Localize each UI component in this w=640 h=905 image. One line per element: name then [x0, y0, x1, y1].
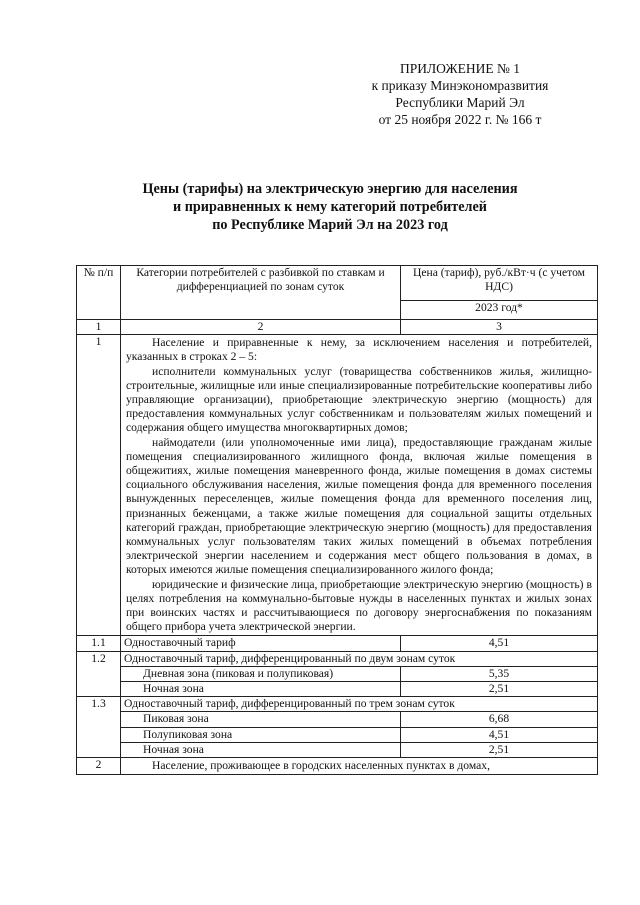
- appendix-date-line: от 25 ноября 2022 г. № 166 т: [378, 112, 542, 127]
- description-paragraph: наймодатели (или уполномоченные ими лица), предоставляющие гражданам жилые помещения специализированного жилищного фонда, включая жилые помещения в общежитиях, жилые помещения маневренного фонда, жилые помещения в домах системы социального обслуживания населения, жилые помещения фонда для временного поселения вынужденных переселенцев, жилые помещения фонда для временного поселения лиц, признанных беженцами, а также жилые помещения для социальной защиты отдельных категорий граждан, приобретающие электрическую энергию (мощность) для предоставления коммунальных услуг пользователям таких жилых помещений в объемах потребления электрической энергии населением и содержания мест общего пользования в домах, в которых имеются жилые помещения специализированного жилого фонда;: [126, 435, 592, 577]
- table-row: [77, 697, 598, 712]
- description-paragraph: исполнители коммунальных услуг (товарищества собственников жилья, жилищно-строительные, жилищные или иные специализированные потребительские кооперативы либо управляющие организации), приобретающие электрическую энергию (мощность) для предоставления коммунальных услуг собственникам и пользователям жилых помещений и содержания общего имущества многоквартирных домов;: [126, 364, 592, 435]
- table-row: [77, 682, 598, 697]
- tariff-table: [76, 265, 598, 775]
- zone-label: Дневная зона (пиковая и полупиковая): [121, 666, 401, 681]
- zone-value: 2,51: [401, 682, 598, 697]
- zone-label: Полупиковая зона: [121, 727, 401, 742]
- description-paragraph: юридические и физические лица, приобретающие электрическую энергию (мощность) в целях потребления на коммунально-бытовые нужды в населенных пунктах и жилых зонах при воинских частях и рассчитывающиеся по договору энергоснабжения по показаниям общего прибора учета электрической энергии.: [126, 577, 592, 634]
- table-row: [77, 727, 598, 742]
- table-row: [77, 742, 598, 757]
- zone-value: 2,51: [401, 742, 598, 757]
- row-description: [121, 335, 598, 636]
- row-label: Одноставочный тариф: [121, 636, 401, 651]
- title-line-2: и приравненных к нему категорий потребителей: [173, 199, 487, 215]
- row-label: Одноставочный тариф, дифференцированный по трем зонам суток: [121, 697, 598, 712]
- colnum-2: 2: [121, 320, 401, 335]
- zone-label: Пиковая зона: [121, 712, 401, 727]
- header-year: 2023 год*: [401, 301, 598, 320]
- header-category: Категории потребителей с разбивкой по ставкам и дифференциацией по зонам суток: [121, 266, 401, 320]
- description-paragraph: Население, проживающее в городских населенных пунктах в домах,: [152, 759, 490, 773]
- appendix-block: [340, 60, 580, 128]
- appendix-title: ПРИЛОЖЕНИЕ № 1: [399, 61, 521, 76]
- column-number-row: [77, 320, 598, 335]
- header-price: Цена (тариф), руб./кВт·ч (с учетом НДС): [401, 266, 598, 301]
- zone-label: Ночная зона: [121, 682, 401, 697]
- header-num: № п/п: [77, 266, 121, 320]
- table-row: [77, 636, 598, 651]
- colnum-1: 1: [77, 320, 121, 335]
- zone-value: 6,68: [401, 712, 598, 727]
- row-num: 1.3: [77, 697, 121, 758]
- zone-label: Ночная зона: [121, 742, 401, 757]
- table-row: [77, 651, 598, 666]
- colnum-3: 3: [401, 320, 598, 335]
- row-num: 1: [77, 335, 121, 636]
- zone-value: 4,51: [401, 727, 598, 742]
- appendix-order-line: к приказу Минэкономразвития: [371, 78, 549, 93]
- row-label: Одноставочный тариф, дифференцированный по двум зонам суток: [121, 651, 598, 666]
- row-num: 2: [77, 758, 121, 775]
- table-row: [77, 758, 598, 775]
- table-row: [77, 335, 598, 636]
- table-row: [77, 712, 598, 727]
- row-num: 1.2: [77, 651, 121, 697]
- title-line-3: по Республике Марий Эл на 2023 год: [212, 217, 448, 233]
- row-value: 4,51: [401, 636, 598, 651]
- description-paragraph: Население и приравненные к нему, за исключением населения и потребителей, указанных в строках 2 – 5:: [126, 336, 592, 364]
- document-title: [60, 180, 600, 234]
- row-description: [121, 758, 598, 775]
- title-line-1: Цены (тарифы) на электрическую энергию для населения: [142, 181, 518, 197]
- table-row: [77, 666, 598, 681]
- appendix-republic-line: Республики Марий Эл: [395, 95, 525, 110]
- table-header-row: [77, 266, 598, 301]
- zone-value: 5,35: [401, 666, 598, 681]
- row-num: 1.1: [77, 636, 121, 651]
